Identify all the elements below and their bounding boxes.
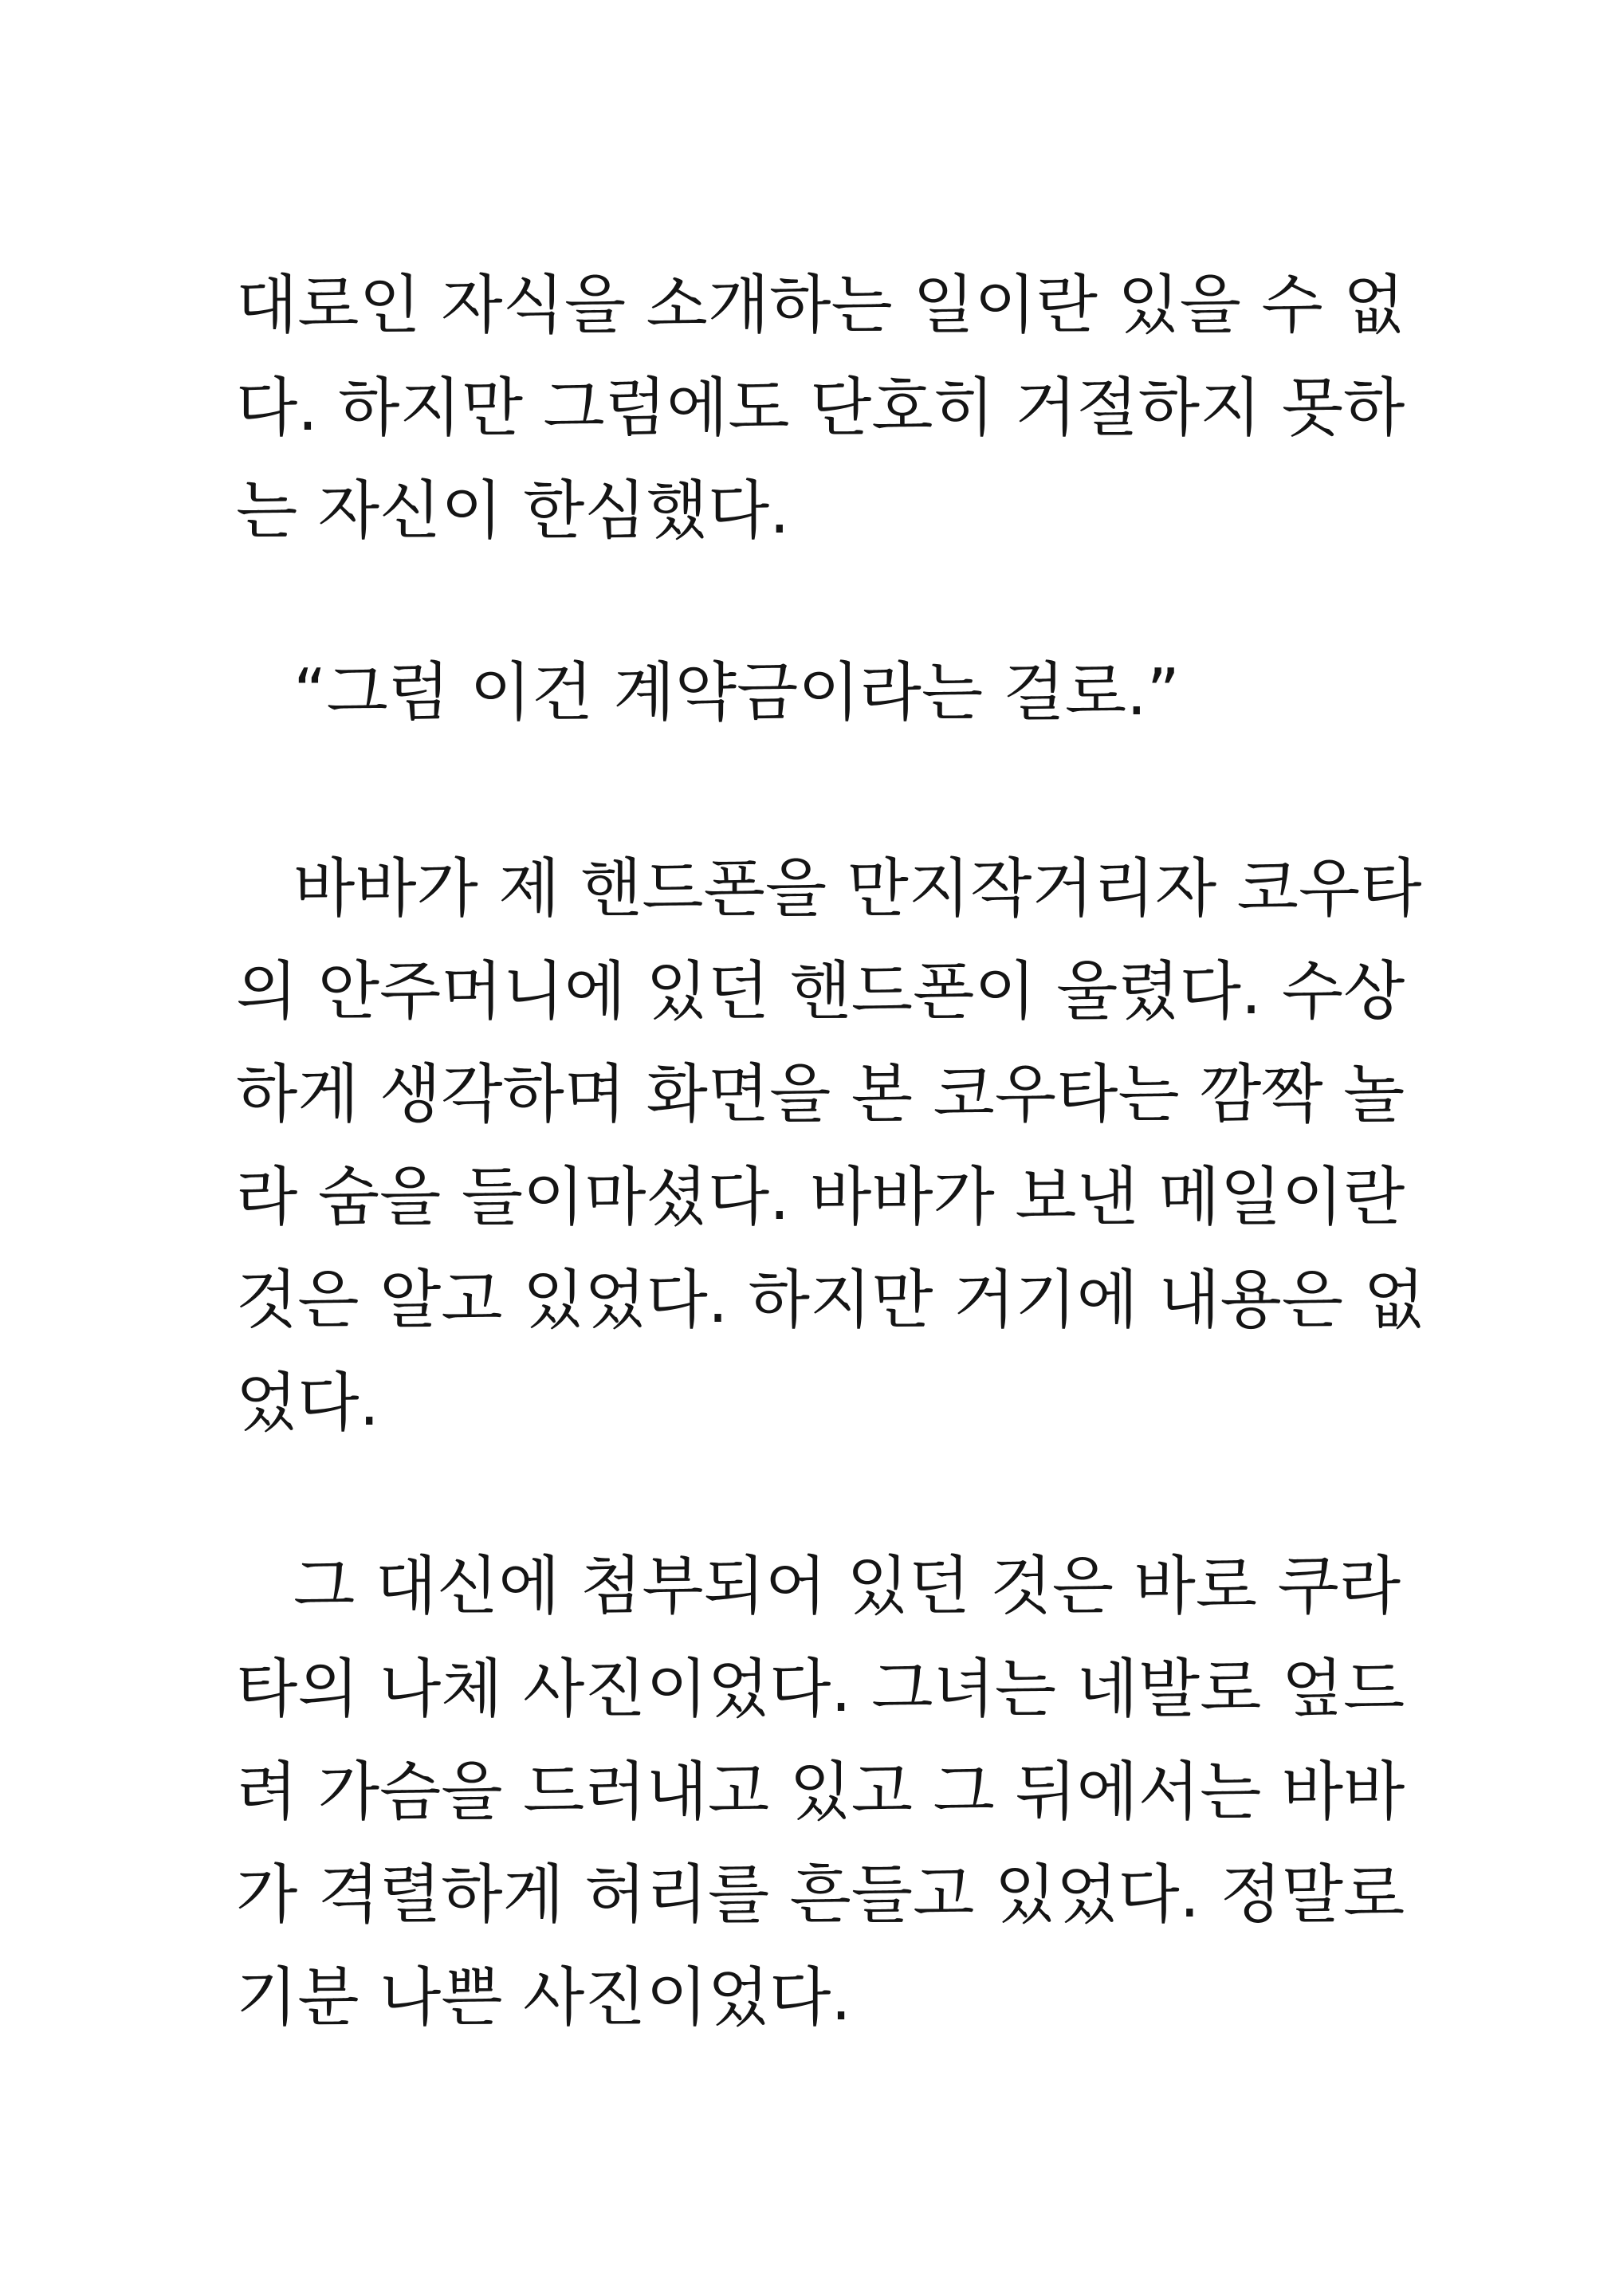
paragraph-1 — [236, 254, 1405, 562]
paragraph-3 — [236, 837, 1425, 1454]
text-line: “그럼 이건 계약금이라는 걸로.” — [293, 655, 1180, 729]
text-line: 가 격렬하게 허리를 흔들고 있었다. 정말로 — [236, 1858, 1405, 1932]
text-line: 다. 하지만 그럼에도 단호히 거절하지 못하 — [236, 371, 1405, 445]
text-line: 는 자신이 한심했다. — [236, 474, 790, 548]
text-line: 의 안주머니에 있던 핸드폰이 울렸다. 수상 — [236, 954, 1405, 1028]
text-line: 그 대신에 첨부되어 있던 것은 바로 쿠라 — [293, 1549, 1401, 1623]
text-line: 하게 생각하며 화면을 본 코우타는 깜짝 놀 — [236, 1057, 1405, 1131]
text-line: 대로인 자식을 소개하는 일이란 있을 수 없 — [236, 268, 1405, 342]
text-line: 타의 나체 사진이었다. 그녀는 네발로 엎드 — [236, 1652, 1405, 1726]
text-line: 었다. — [236, 1366, 379, 1440]
paragraph-4 — [236, 1535, 1405, 2049]
text-line: 바바가 제 핸드폰을 만지작거리자 코우타 — [293, 851, 1422, 926]
paragraph-2 — [236, 641, 1388, 744]
text-line: 라 숨을 들이마셨다. 바바가 보낸 메일이란 — [236, 1160, 1405, 1234]
text-line: 려 가슴을 드러내고 있고 그 뒤에서는 바바 — [236, 1755, 1405, 1829]
text-line: 기분 나쁜 사진이었다. — [236, 1960, 851, 2035]
text-line: 것은 알고 있었다. 하지만 거기에 내용은 없 — [236, 1263, 1425, 1337]
